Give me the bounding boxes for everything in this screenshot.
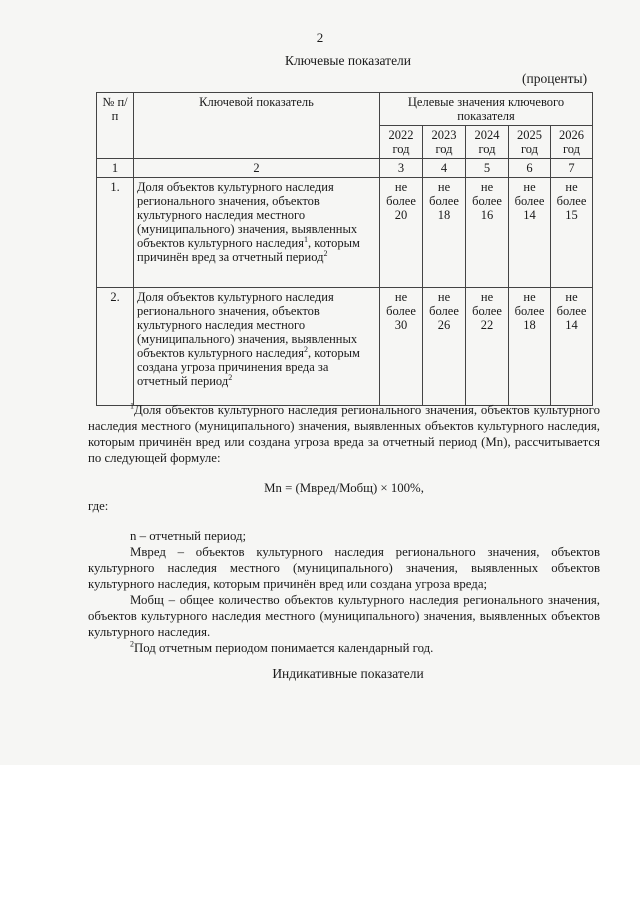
target-value: не более 14 [551,288,593,406]
footnote-ref: 2 [323,248,328,258]
table-row [97,178,593,288]
column-number: 1 [97,159,134,178]
indicator-cell [134,288,380,406]
target-value: не более 22 [466,288,509,406]
target-value: не более 15 [551,178,593,288]
footnote-ref: 2 [304,344,308,354]
footnote-2 [88,640,600,656]
footnote-1-text: Доля объектов культурного наследия регионального значения, объектов культурного наследия местного (муниципального) значения, выявленных объектов культурного наследия, которым причинён вред или создана угроза вреда за отчетный период (Mn), рассчитывается по следующей формуле: [88,403,600,465]
definition-mobsch: Мобщ – общее количество объектов культурного наследия регионального значения, объектов культурного наследия местного (муниципального) значения, выявленных объектов культурного наследия. [88,593,600,639]
column-number: 6 [509,159,551,178]
indicator-cell [134,178,380,288]
key-indicators-table [96,92,593,406]
footnote-ref: 2 [228,372,233,382]
footnotes [88,402,600,656]
column-number: 7 [551,159,593,178]
footnote-1 [88,402,600,466]
units-label: (проценты) [522,71,588,86]
row-number: 2. [97,288,134,406]
where-label: где: [88,499,109,513]
header-indicator: Ключевой показатель [134,93,380,159]
column-number: 5 [466,159,509,178]
column-number: 4 [423,159,466,178]
formula: Mn = (Мвред/Мобщ) × 100%, [264,481,424,495]
target-value: не более 14 [509,178,551,288]
header-num: № п/п [97,93,134,159]
column-number: 2 [134,159,380,178]
row-number: 1. [97,178,134,288]
footnote-ref: 1 [304,234,308,244]
header-year: 2025 год [509,126,551,159]
footnote-2-text: Под отчетным периодом понимается календарный год. [134,641,434,655]
header-year: 2024 год [466,126,509,159]
indicator-text: Доля объектов культурного наследия регионального значения, объектов культурного наследия местного (муниципального) значения, выявленных объектов культурного наследия [137,180,358,250]
target-value: не более 18 [509,288,551,406]
definition-n: n – отчетный период; [130,529,247,543]
table-row [97,288,593,406]
header-year: 2023 год [423,126,466,159]
blank-area [0,765,640,905]
column-number: 3 [380,159,423,178]
indicator-text: Доля объектов культурного наследия регионального значения, объектов культурного наследия местного (муниципального) значения, выявленных объектов культурного наследия [137,290,358,360]
page-title: Ключевые показатели [284,53,412,68]
section-title: Индикативные показатели [272,666,424,681]
target-value: не более 18 [423,178,466,288]
target-value: не более 26 [423,288,466,406]
header-year: 2022 год [380,126,423,159]
indicator-text-tail: , которым создана угроза причинения вреда за отчетный период [137,346,360,388]
target-value: не более 20 [380,178,423,288]
page-number: 2 [316,30,324,45]
header-targets: Целевые значения ключевого показателя [380,93,593,126]
table-header-row [97,93,593,126]
target-value: не более 30 [380,288,423,406]
indicator-text-tail: , которым причинён вред за отчетный период [137,236,360,264]
header-year: 2026 год [551,126,593,159]
column-numbers-row [97,159,593,178]
definition-mvred: Мвред – объектов культурного наследия регионального значения, объектов культурного наследия местного (муниципального) значения, выявленных объектов культурного наследия, которым причинён вред или создана угроза вреда; [88,545,600,591]
target-value: не более 16 [466,178,509,288]
footnote-mark: 1 [130,401,134,411]
footnote-mark: 2 [130,639,134,649]
